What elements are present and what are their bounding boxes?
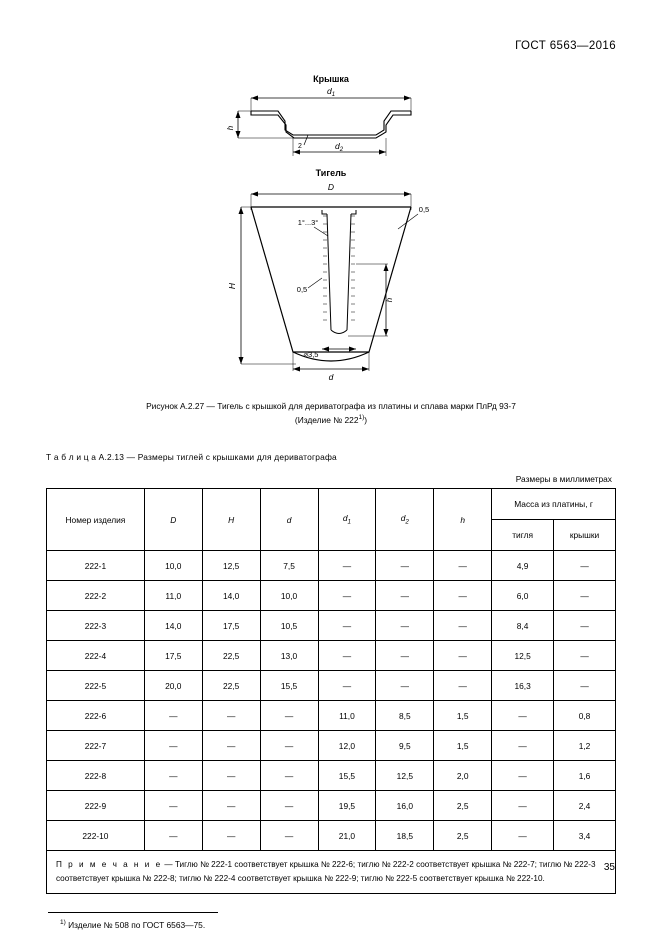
cell-H: — [202,791,260,821]
cell-mass-lid: 3,4 [554,821,616,851]
cell-item-no: 222-9 [47,791,145,821]
cell-h: — [434,611,492,641]
th-mass-lid: крышки [554,520,616,551]
footnote [46,919,616,930]
cell-item-no: 222-10 [47,821,145,851]
cell-mass-lid: — [554,641,616,671]
cell-mass-crucible: — [492,701,554,731]
table-row [47,731,616,761]
figure-caption-line1: Рисунок А.2.27 — Тигель с крышкой для дериватографа из платины и сплава марки ПлРд 93-7 [146,401,516,411]
cell-h: 2,5 [434,791,492,821]
table-row [47,551,616,581]
cell-mass-crucible: 16,3 [492,671,554,701]
table-note-text: — Тиглю № 222-1 соответствует крышка № 222-6; тиглю № 222-2 соответствует крышка № 222-7; тиглю № 222-3 соответствует крышка № 222-8; тиглю № 222-4 соответствует крышка № 222-9; тиглю № 222-5 соответствует крышка № 222-10. [56,860,596,883]
cell-h: 2,0 [434,761,492,791]
cell-D: — [144,701,202,731]
cell-d1: — [318,611,376,641]
cell-mass-lid: — [554,671,616,701]
dim-d1-label: $d_1$ [326,86,336,98]
dim-H-label: H [227,282,237,290]
cell-d: — [260,821,318,851]
cell-d2: — [376,551,434,581]
table-row [47,641,616,671]
cell-d: 7,5 [260,551,318,581]
table-row [47,671,616,701]
cell-H: 22,5 [202,671,260,701]
cell-h: — [434,551,492,581]
cell-H: 17,5 [202,611,260,641]
table-title: Т а б л и ц а А.2.13 — Размеры тиглей с крышками для дериватографа [46,452,337,463]
cell-D: — [144,821,202,851]
figure-drawing [46,64,616,394]
thickness-top-label: 0,5 [418,205,430,214]
table-note-row [47,851,616,894]
footnote-block [46,912,616,930]
cell-mass-crucible: 4,9 [492,551,554,581]
footnote-divider [48,912,218,913]
table-note-label: П р и м е ч а н и е [56,860,163,870]
dim-h-lid-label: h [226,125,235,131]
cell-d1: 19,5 [318,791,376,821]
dim-h-crucible-label: h [385,297,394,303]
cell-d1: — [318,641,376,671]
cell-d2: 16,0 [376,791,434,821]
cell-d1: — [318,581,376,611]
cell-d: — [260,761,318,791]
th-d2: $d_2$ [376,489,434,551]
cell-d2: — [376,641,434,671]
cell-mass-crucible: 12,5 [492,641,554,671]
lid-label: Крышка [313,74,349,84]
cell-mass-crucible: 6,0 [492,581,554,611]
page-content [46,40,616,930]
cell-d1: — [318,671,376,701]
cell-h: — [434,671,492,701]
cell-D: — [144,761,202,791]
cell-d: 15,5 [260,671,318,701]
cell-mass-lid: 2,4 [554,791,616,821]
cell-h: 2,5 [434,821,492,851]
cell-D: — [144,791,202,821]
cell-h: — [434,581,492,611]
cell-h: 1,5 [434,701,492,731]
cell-mass-lid: 1,2 [554,731,616,761]
cell-H: — [202,731,260,761]
thickness-inner-label: 0,5 [296,285,308,294]
cell-mass-crucible: — [492,791,554,821]
table-row [47,821,616,851]
th-d1: $d_1$ [318,489,376,551]
cell-d1: — [318,551,376,581]
cell-h: — [434,641,492,671]
figure-caption-footnote-marker: 1) [358,413,365,421]
cell-d: — [260,791,318,821]
cell-H: — [202,821,260,851]
cell-h: 1,5 [434,731,492,761]
figure-caption-line2-end: ) [364,414,368,425]
table-body [47,551,616,894]
figure-caption-line2 [46,413,616,426]
cell-d2: 9,5 [376,731,434,761]
cell-item-no: 222-2 [47,581,145,611]
table-note [47,851,616,894]
cell-d1: 12,0 [318,731,376,761]
table-row [47,701,616,731]
th-H: H [202,489,260,551]
dim-d-label: d [328,372,334,382]
cell-item-no: 222-5 [47,671,145,701]
table-row [47,581,616,611]
cell-H: 12,5 [202,551,260,581]
cell-d2: — [376,581,434,611]
cell-d2: 12,5 [376,761,434,791]
cell-d: — [260,731,318,761]
th-mass-crucible: тигля [492,520,554,551]
dimensions-table [46,488,616,894]
footnote-text: Изделие № 508 по ГОСТ 6563—75. [68,919,206,930]
cell-mass-crucible: 8,4 [492,611,554,641]
cell-mass-crucible: — [492,731,554,761]
standard-header: ГОСТ 6563—2016 [515,40,616,52]
cell-H: — [202,761,260,791]
cell-d: — [260,701,318,731]
cell-d: 13,0 [260,641,318,671]
cell-D: 20,0 [144,671,202,701]
crucible-label: Тигель [315,168,347,178]
cell-H: — [202,701,260,731]
cell-item-no: 222-6 [47,701,145,731]
cell-item-no: 222-3 [47,611,145,641]
table-units: Размеры в миллиметрах [515,474,612,485]
cell-d1: 21,0 [318,821,376,851]
th-mass-group: Масса из платины, г [492,489,616,520]
diam-inner-label: ⌀3,5 [303,350,319,359]
cell-d2: 18,5 [376,821,434,851]
th-d: d [260,489,318,551]
cell-mass-lid: — [554,581,616,611]
cell-d2: — [376,671,434,701]
figure-caption-line2-text: (Изделие № 222 [294,414,359,425]
cell-mass-crucible: — [492,821,554,851]
table-header-row-1 [47,489,616,520]
cell-item-no: 222-7 [47,731,145,761]
svg-text:2: 2 [298,143,302,150]
th-D: D [144,489,202,551]
cell-D: 14,0 [144,611,202,641]
cell-mass-lid: — [554,551,616,581]
cell-item-no: 222-4 [47,641,145,671]
cell-d: 10,0 [260,581,318,611]
table-row [47,611,616,641]
cell-H: 22,5 [202,641,260,671]
cell-D: 11,0 [144,581,202,611]
cell-d: 10,5 [260,611,318,641]
footnote-marker: 1) [60,919,66,927]
cell-d2: 8,5 [376,701,434,731]
cell-D: 10,0 [144,551,202,581]
cell-d1: 15,5 [318,761,376,791]
cell-D: 17,5 [144,641,202,671]
dim-D-label: D [327,182,335,192]
figure-a227 [46,64,616,394]
angle-label: 1°...3° [297,218,319,227]
th-h: h [434,489,492,551]
cell-D: — [144,731,202,761]
cell-mass-lid: 1,6 [554,761,616,791]
cell-item-no: 222-1 [47,551,145,581]
cell-d2: — [376,611,434,641]
table-row [47,791,616,821]
page-number: 35 [603,862,615,873]
cell-mass-lid: 0,8 [554,701,616,731]
cell-item-no: 222-8 [47,761,145,791]
th-item-no: Номер изделия [47,489,145,551]
dim-d2-label: $d_2$ [334,141,344,153]
cell-mass-crucible: — [492,761,554,791]
table-row [47,761,616,791]
cell-mass-lid: — [554,611,616,641]
cell-d1: 11,0 [318,701,376,731]
cell-H: 14,0 [202,581,260,611]
figure-caption [46,400,616,426]
